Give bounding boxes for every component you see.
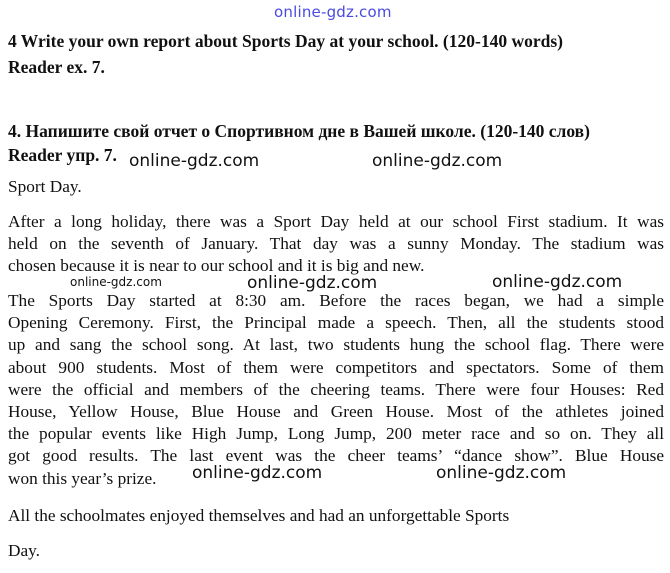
task-en-line2: Reader ex. 7. — [8, 57, 105, 77]
task-ru-line2: Reader упр. 7. — [8, 145, 117, 165]
paragraph-line: won this year’s prize. — [8, 468, 157, 488]
paragraph-line: the popular events like High Jump, Long Jump, 200 meter race and so on. They all — [8, 424, 664, 444]
watermark: online-gdz.com — [129, 151, 260, 171]
report-title: Sport Day. — [8, 177, 82, 196]
report-paragraph-1 — [8, 211, 664, 278]
task-en-line1: 4 Write your own report about Sports Day at your school. (120-140 words) — [8, 31, 563, 51]
watermark: online-gdz.com — [247, 273, 378, 293]
paragraph-line: After a long holiday, there was a Sport Day held at our school First stadium. It was — [8, 212, 664, 231]
paragraph-line: held on the seventh of January. That day was a sunny Monday. The stadium was — [8, 234, 664, 254]
report-paragraph-2 — [8, 290, 664, 490]
watermark: online-gdz.com — [192, 463, 323, 483]
watermark: online-gdz.com — [70, 275, 162, 289]
paragraph-line: Opening Ceremony. First, the Principal made a speech. Then, all the students stood — [8, 313, 664, 333]
watermark: online-gdz.com — [436, 463, 567, 483]
paragraph-line: chosen because it is near to our school and it is big and new. — [8, 256, 425, 276]
watermark: online-gdz.com — [492, 272, 623, 292]
task-ru-line1: 4. Напишите свой отчет о Спортивном дне в Вашей школе. (120-140 слов) — [8, 121, 590, 141]
watermark-top: online-gdz.com — [274, 3, 392, 21]
paragraph-line: were the official and members of the cheering teams. There were four Houses: Red — [8, 379, 664, 399]
paragraph-line: about 900 students. Most of them were competitors and spectators. Some of them — [8, 357, 664, 377]
watermark: online-gdz.com — [372, 151, 503, 171]
paragraph-line: The Sports Day started at 8:30 am. Before the races began, we had a simple — [8, 291, 664, 310]
paragraph-line: House, Yellow House, Blue House and Green House. Most of the athletes joined — [8, 401, 664, 421]
report-paragraph-3-line1: All the schoolmates enjoyed themselves and had an unforgettable Sports — [8, 506, 510, 525]
paragraph-line: got good results. The last event was the cheer teams’ “dance show”. Blue House — [8, 446, 664, 466]
report-paragraph-3-line2: Day. — [8, 541, 40, 560]
paragraph-line: up and sang the school song. At last, two students hung the school flag. There were — [8, 335, 664, 355]
